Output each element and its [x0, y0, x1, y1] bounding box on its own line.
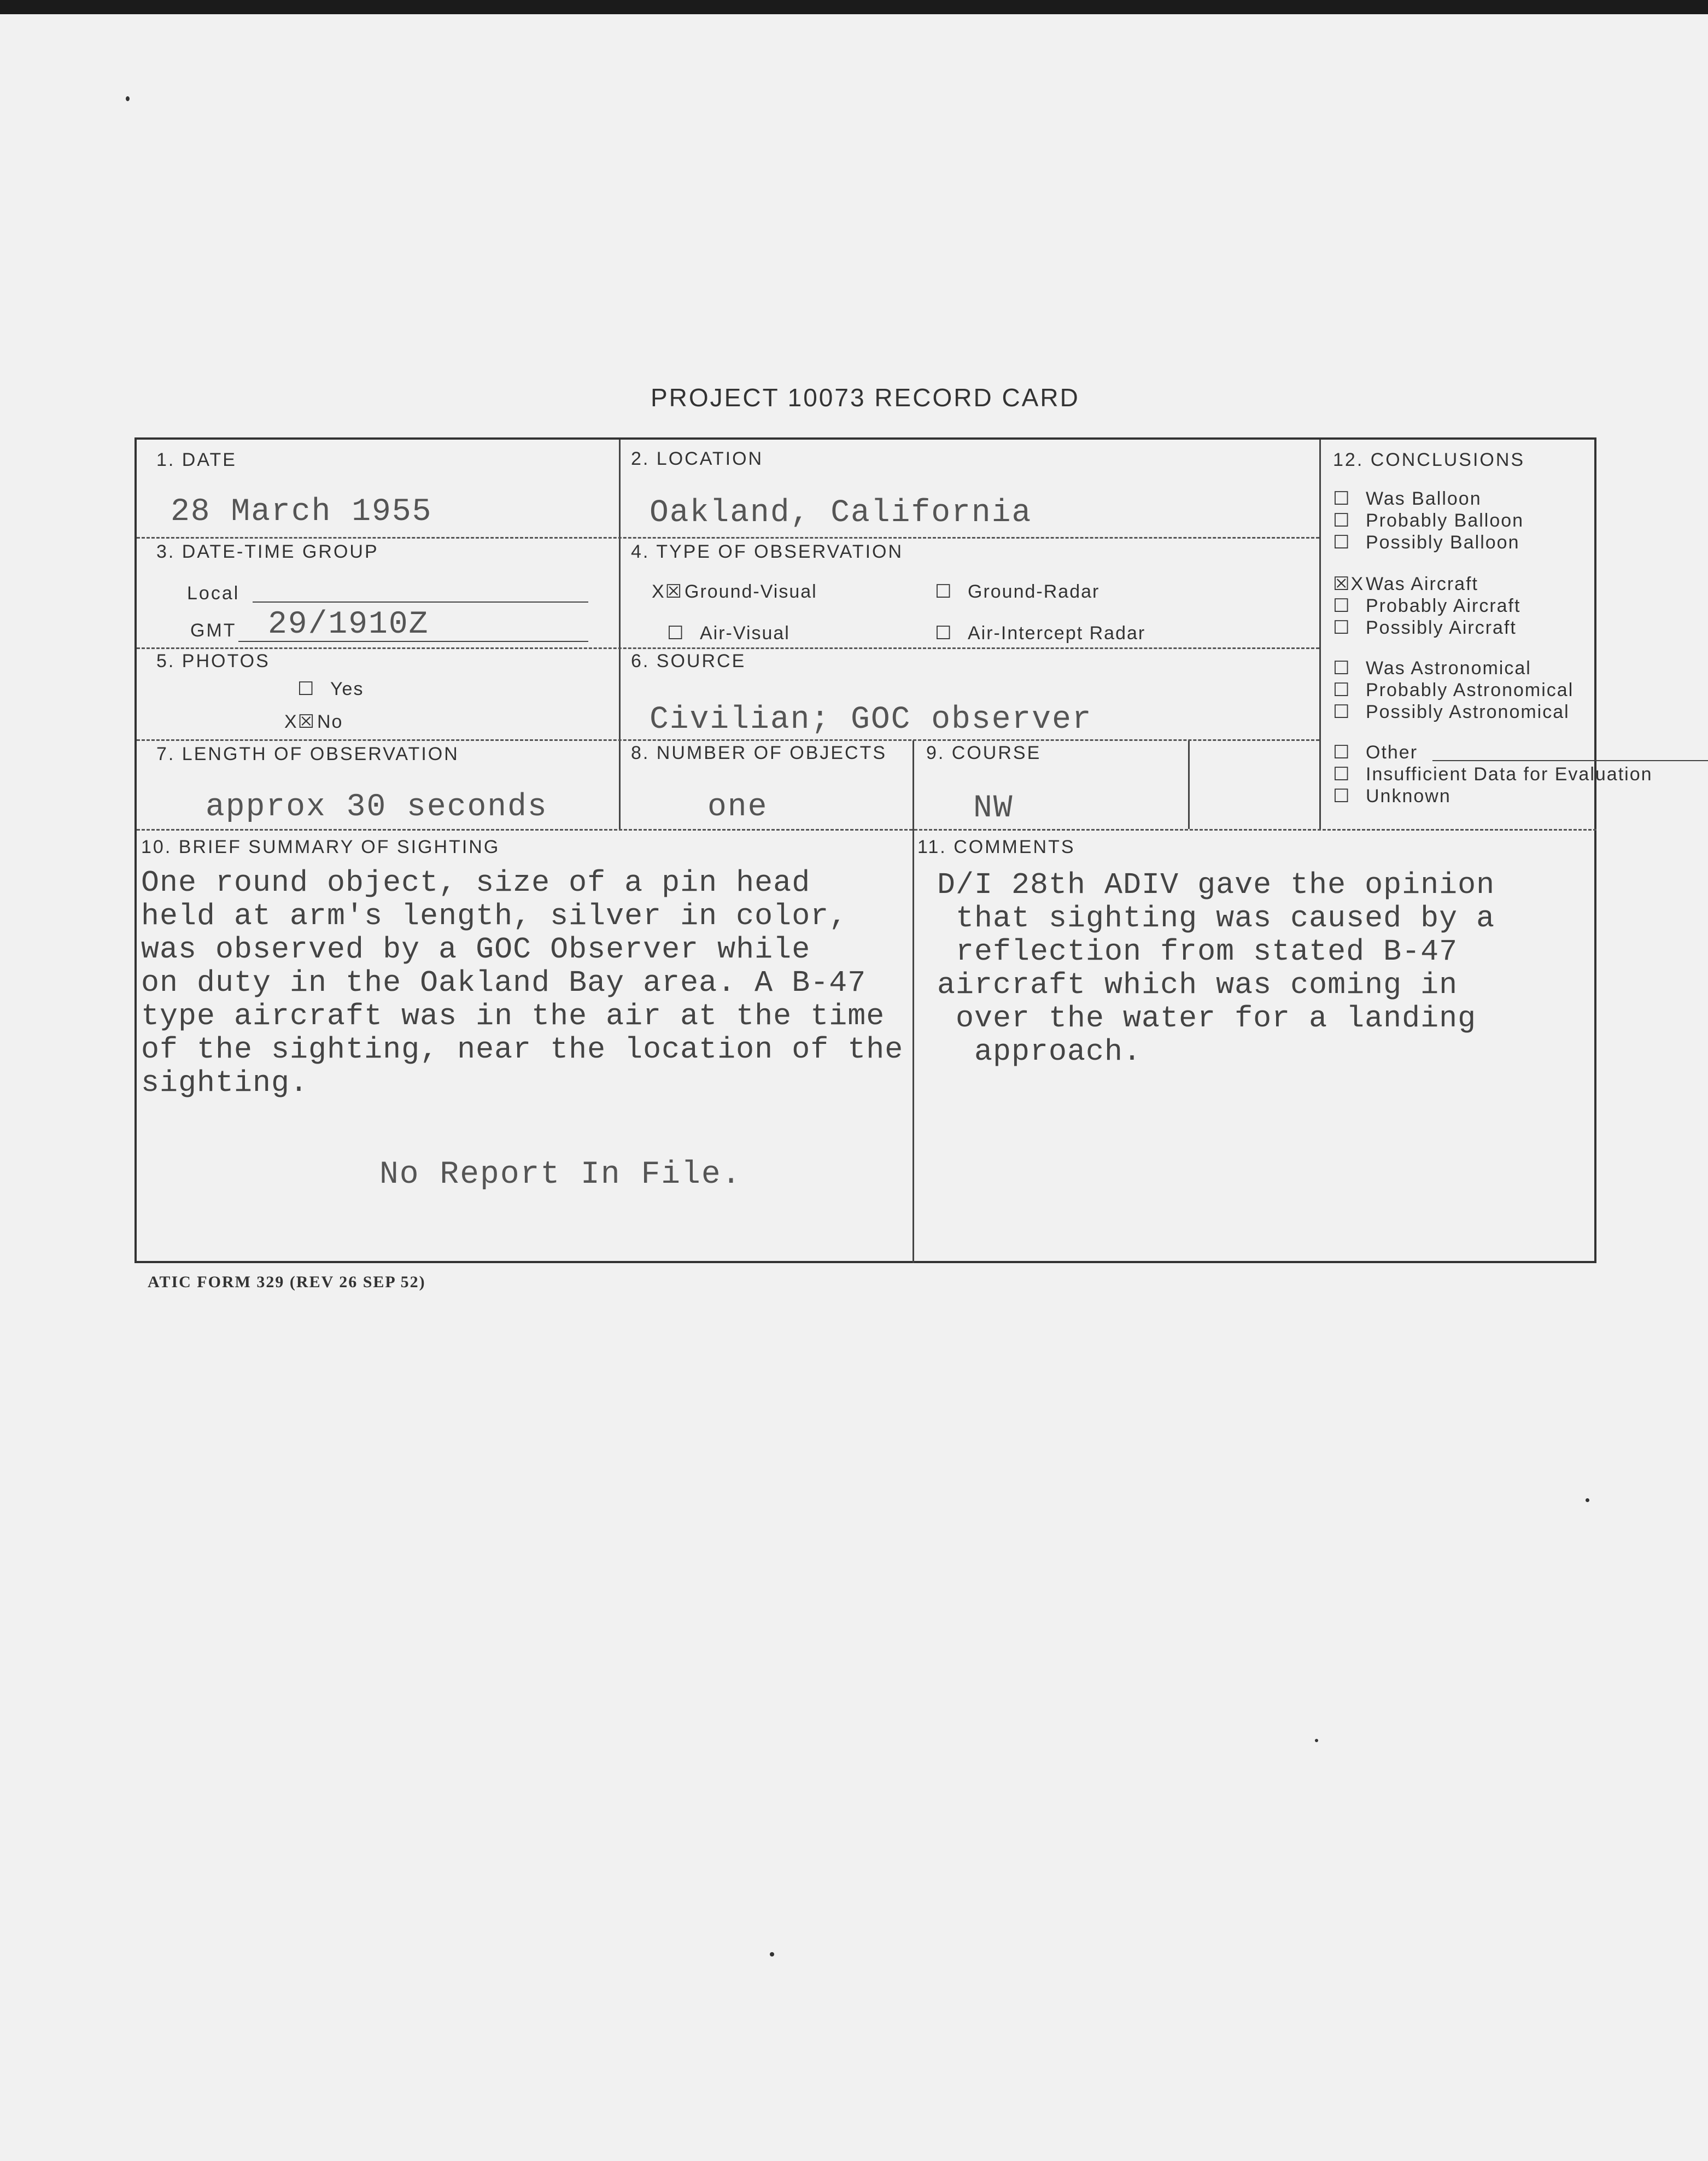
divider [1319, 440, 1321, 829]
objects-label: 8. NUMBER OF OBJECTS [631, 743, 887, 763]
checkbox-icon: ☐ [1333, 680, 1351, 700]
local-line [253, 601, 588, 603]
form-footer: ATIC FORM 329 (REV 26 SEP 52) [148, 1273, 426, 1291]
checkbox-icon: ☐ [1333, 617, 1351, 638]
conclusion-item: ☐ Possibly Balloon [1333, 532, 1520, 553]
divider [137, 647, 1319, 649]
summary-note: No Report In File. [379, 1157, 742, 1193]
conclusion-item: ☐ Probably Balloon [1333, 510, 1524, 531]
checkbox-icon: ☐ [1333, 702, 1351, 722]
checkbox-icon: ☐ [1333, 510, 1351, 531]
checkbox-icon: ☐ [935, 581, 953, 602]
card-title: PROJECT 10073 RECORD CARD [651, 383, 1080, 412]
conclusion-item: ☐ Other [1333, 742, 1418, 763]
record-card [134, 437, 1653, 1263]
conclusion-item: ☐ Insufficient Data for Evaluation [1333, 764, 1653, 785]
local-label: Local [187, 583, 240, 604]
checkbox-icon: ☐ [1333, 658, 1351, 679]
photos-yes-option: ☐ Yes [297, 679, 364, 699]
gmt-value: 29/1910Z [268, 607, 429, 643]
air-visual-option: ☐ Air-Visual [667, 623, 790, 644]
divider [137, 829, 1596, 831]
divider [619, 440, 621, 829]
gmt-label: GMT [190, 620, 237, 641]
photos-no-option: X☒No [284, 711, 343, 732]
divider [137, 739, 1319, 741]
source-label: 6. SOURCE [631, 651, 746, 671]
conclusion-item: ☐ Probably Astronomical [1333, 680, 1574, 700]
checkbox-icon: X☒ [652, 581, 683, 602]
summary-text: One round object, size of a pin head held at arm's length, silver in color, was observed by a GOC Observer while on duty in the Oakland Bay area. A B-47 type aircraft was in the air at the time of the sighting, near the location of the sighting. [141, 866, 904, 1100]
conclusion-item: ☐ Was Balloon [1333, 488, 1482, 509]
length-label: 7. LENGTH OF OBSERVATION [156, 744, 459, 764]
checkbox-icon: ☐ [1333, 488, 1351, 509]
checkbox-icon: ☐ [1333, 764, 1351, 785]
comments-text: D/I 28th ADIV gave the opinion that sighting was caused by a reflection from stated B-47 aircraft which was coming in over the water for a landing approach. [937, 868, 1495, 1069]
scan-speck [1315, 1739, 1318, 1742]
divider [137, 537, 1319, 539]
air-intercept-radar-option: ☐ Air-Intercept Radar [935, 623, 1146, 644]
checkbox-icon: ☐ [1333, 742, 1351, 763]
comments-label: 11. COMMENTS [917, 837, 1075, 857]
divider [1188, 740, 1190, 829]
checkbox-icon: ☐ [935, 623, 953, 644]
conclusion-item: ☐ Probably Aircraft [1333, 595, 1521, 616]
scan-speck [770, 1952, 774, 1956]
course-label: 9. COURSE [926, 743, 1042, 763]
conclusion-item: ☐ Possibly Aircraft [1333, 617, 1517, 638]
source-value: Civilian; GOC observer [650, 702, 1092, 738]
conclusion-item: ☐ Possibly Astronomical [1333, 702, 1570, 722]
photos-label: 5. PHOTOS [156, 651, 270, 671]
conclusion-item: ☒XWas Aircraft [1333, 574, 1478, 594]
date-label: 1. DATE [156, 449, 237, 470]
scan-top-edge [0, 0, 1708, 14]
dtg-label: 3. DATE-TIME GROUP [156, 541, 379, 562]
checkbox-icon: ☐ [1333, 786, 1351, 807]
type-obs-label: 4. TYPE OF OBSERVATION [631, 541, 904, 562]
other-line [1432, 760, 1708, 761]
location-value: Oakland, California [650, 495, 1032, 531]
ground-radar-option: ☐ Ground-Radar [935, 581, 1100, 602]
course-value: NW [973, 791, 1014, 826]
checkbox-icon: ☐ [667, 623, 685, 644]
objects-value: one [707, 790, 768, 825]
summary-label: 10. BRIEF SUMMARY OF SIGHTING [141, 837, 500, 857]
divider [913, 740, 914, 1263]
ground-visual-option: X☒Ground-Visual [652, 581, 817, 602]
checkbox-icon: ☐ [297, 679, 315, 699]
checkbox-icon: ☐ [1333, 595, 1351, 616]
conclusion-item: ☐ Was Astronomical [1333, 658, 1531, 679]
checkbox-icon: ☒X [1333, 574, 1365, 594]
conclusions-label: 12. CONCLUSIONS [1333, 449, 1525, 470]
checkbox-icon: X☒ [284, 711, 316, 732]
scan-speck [126, 96, 130, 101]
checkbox-icon: ☐ [1333, 532, 1351, 553]
location-label: 2. LOCATION [631, 448, 764, 469]
length-value: approx 30 seconds [206, 790, 548, 825]
conclusion-item: ☐ Unknown [1333, 786, 1451, 807]
date-value: 28 March 1955 [171, 494, 432, 530]
scan-speck [1586, 1498, 1589, 1502]
